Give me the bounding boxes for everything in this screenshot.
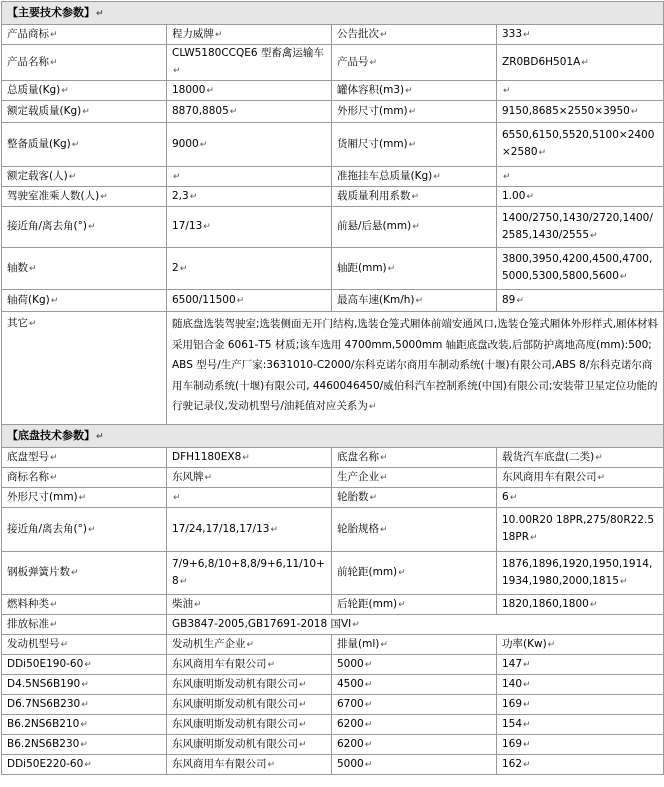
param-label: 前轮距(mm)↵ bbox=[332, 552, 497, 595]
engine-displacement: 6700↵ bbox=[332, 695, 497, 715]
engine-column-header: 功率(Kw)↵ bbox=[497, 635, 664, 655]
engine-displacement: 6200↵ bbox=[332, 735, 497, 755]
engine-maker: 东风商用车有限公司↵ bbox=[167, 755, 332, 775]
param-label: 公告批次↵ bbox=[332, 25, 497, 45]
engine-row bbox=[2, 755, 664, 775]
engine-power: 140↵ bbox=[497, 675, 664, 695]
main-param-row bbox=[2, 290, 664, 312]
main-param-row bbox=[2, 248, 664, 290]
param-label: 接近角/离去角(°)↵ bbox=[2, 508, 167, 552]
engine-maker: 东风康明斯发动机有限公司↵ bbox=[167, 695, 332, 715]
param-value: 3800,3950,4200,4500,4700,5000,5300,5800,5600↵ bbox=[497, 248, 664, 290]
engine-power: 154↵ bbox=[497, 715, 664, 735]
engine-maker: 东风康明斯发动机有限公司↵ bbox=[167, 715, 332, 735]
param-value: 1820,1860,1800↵ bbox=[497, 595, 664, 615]
param-value: 东风商用车有限公司↵ bbox=[497, 468, 664, 488]
param-value: ↵ bbox=[497, 81, 664, 101]
param-value: 载货汽车底盘(二类)↵ bbox=[497, 448, 664, 468]
param-label: 罐体容积(m3)↵ bbox=[332, 81, 497, 101]
param-label: 驾驶室准乘人数(人)↵ bbox=[2, 187, 167, 207]
param-label: 后轮距(mm)↵ bbox=[332, 595, 497, 615]
param-label: 产品商标↵ bbox=[2, 25, 167, 45]
engine-column-header: 排量(ml)↵ bbox=[332, 635, 497, 655]
param-value: CLW5180CCQE6 型畜禽运输车↵ bbox=[167, 45, 332, 81]
engine-maker: 东风商用车有限公司↵ bbox=[167, 655, 332, 675]
param-label: 额定载质量(Kg)↵ bbox=[2, 101, 167, 123]
param-label: 总质量(Kg)↵ bbox=[2, 81, 167, 101]
param-label: 轮胎数↵ bbox=[332, 488, 497, 508]
param-value: 程力威牌↵ bbox=[167, 25, 332, 45]
param-value: 9000↵ bbox=[167, 123, 332, 167]
param-value: 柴油↵ bbox=[167, 595, 332, 615]
engine-displacement: 4500↵ bbox=[332, 675, 497, 695]
main-param-row bbox=[2, 167, 664, 187]
other-text: 随底盘选装驾驶室;选装侧面无开门结构,选装仓笼式厢体前端安通风口,选装仓笼式厢体外形样式,厢体材料采用铝合金 6061-T5 材质;该车选用 4700mm,5000mm 轴距底盘改装,后部防护离地高度(mm):500;ABS 型号/生产厂家:3631010-C2000/东科克诺尔商用车制动系统(十堰)有限公司,ABS 8/东科克诺尔商用车制动系统(十堰)有限公司, 4460046450/威伯科汽车控制系统(中国)有限公司;安装带卫星定位功能的行驶记录仪,发动机型号/油耗值对应关系为↵ bbox=[167, 312, 664, 438]
main-param-row bbox=[2, 207, 664, 248]
param-label: 接近角/离去角(°)↵ bbox=[2, 207, 167, 248]
engine-displacement: 5000↵ bbox=[332, 755, 497, 775]
main-param-row bbox=[2, 25, 664, 45]
param-value: 18000↵ bbox=[167, 81, 332, 101]
param-value: 1400/2750,1430/2720,1400/2585,1430/2555↵ bbox=[497, 207, 664, 248]
param-value: 东风牌↵ bbox=[167, 468, 332, 488]
engine-displacement: 6200↵ bbox=[332, 715, 497, 735]
chassis-params-header: 【底盘技术参数】↵ bbox=[2, 425, 664, 448]
param-value: 89↵ bbox=[497, 290, 664, 312]
param-label: 钢板弹簧片数↵ bbox=[2, 552, 167, 595]
chassis-param-row bbox=[2, 488, 664, 508]
other-label: 其它↵ bbox=[2, 312, 167, 438]
param-value: 333↵ bbox=[497, 25, 664, 45]
main-params-header: 【主要技术参数】↵ bbox=[2, 2, 664, 25]
param-label: 货厢尺寸(mm)↵ bbox=[332, 123, 497, 167]
param-value: 9150,8685×2550×3950↵ bbox=[497, 101, 664, 123]
engine-row bbox=[2, 695, 664, 715]
engine-model: DDi50E190-60↵ bbox=[2, 655, 167, 675]
engine-row bbox=[2, 735, 664, 755]
main-param-row bbox=[2, 101, 664, 123]
param-label: 轴数↵ bbox=[2, 248, 167, 290]
param-label: 前悬/后悬(mm)↵ bbox=[332, 207, 497, 248]
param-label: 整备质量(Kg)↵ bbox=[2, 123, 167, 167]
param-value: 17/24,17/18,17/13↵ bbox=[167, 508, 332, 552]
main-param-row bbox=[2, 81, 664, 101]
chassis-param-row bbox=[2, 448, 664, 468]
param-label: 额定载客(人)↵ bbox=[2, 167, 167, 187]
param-label: 商标名称↵ bbox=[2, 468, 167, 488]
param-label: 底盘型号↵ bbox=[2, 448, 167, 468]
param-label: 最高车速(Km/h)↵ bbox=[332, 290, 497, 312]
param-value: 1876,1896,1920,1950,1914,1934,1980,2000,1815↵ bbox=[497, 552, 664, 595]
param-label: 外形尺寸(mm)↵ bbox=[332, 101, 497, 123]
engine-model: DDi50E220-60↵ bbox=[2, 755, 167, 775]
chassis-param-row bbox=[2, 468, 664, 488]
chassis-param-row bbox=[2, 595, 664, 615]
param-label: 产品号↵ bbox=[332, 45, 497, 81]
engine-model: B6.2NS6B210↵ bbox=[2, 715, 167, 735]
main-params-table bbox=[1, 1, 664, 438]
engine-header-row bbox=[2, 635, 664, 655]
param-label: 轴荷(Kg)↵ bbox=[2, 290, 167, 312]
param-value: 17/13↵ bbox=[167, 207, 332, 248]
main-param-row bbox=[2, 45, 664, 81]
engine-column-header: 发动机型号↵ bbox=[2, 635, 167, 655]
engine-row bbox=[2, 715, 664, 735]
param-label: 轴距(mm)↵ bbox=[332, 248, 497, 290]
param-label: 外形尺寸(mm)↵ bbox=[2, 488, 167, 508]
emission-value: GB3847-2005,GB17691-2018 国VI↵ bbox=[167, 615, 664, 635]
param-value: 7/9+6,8/10+8,8/9+6,11/10+8↵ bbox=[167, 552, 332, 595]
param-value: ↵ bbox=[497, 167, 664, 187]
param-label: 底盘名称↵ bbox=[332, 448, 497, 468]
param-value: DFH1180EX8↵ bbox=[167, 448, 332, 468]
engine-power: 147↵ bbox=[497, 655, 664, 675]
param-label: 燃料种类↵ bbox=[2, 595, 167, 615]
param-value: 2↵ bbox=[167, 248, 332, 290]
param-label: 载质量利用系数↵ bbox=[332, 187, 497, 207]
engine-model: D6.7NS6B230↵ bbox=[2, 695, 167, 715]
engine-power: 162↵ bbox=[497, 755, 664, 775]
engine-row bbox=[2, 675, 664, 695]
param-value: 6500/11500↵ bbox=[167, 290, 332, 312]
engine-power: 169↵ bbox=[497, 695, 664, 715]
engine-row bbox=[2, 655, 664, 675]
engine-displacement: 5000↵ bbox=[332, 655, 497, 675]
param-value: 6550,6150,5520,5100×2400×2580↵ bbox=[497, 123, 664, 167]
param-label: 生产企业↵ bbox=[332, 468, 497, 488]
engine-model: B6.2NS6B230↵ bbox=[2, 735, 167, 755]
engine-maker: 东风康明斯发动机有限公司↵ bbox=[167, 675, 332, 695]
chassis-param-row bbox=[2, 552, 664, 595]
param-value: ZR0BD6H501A↵ bbox=[497, 45, 664, 81]
engine-power: 169↵ bbox=[497, 735, 664, 755]
main-param-row bbox=[2, 187, 664, 207]
param-value: ↵ bbox=[167, 167, 332, 187]
param-value: 1.00↵ bbox=[497, 187, 664, 207]
param-value: 8870,8805↵ bbox=[167, 101, 332, 123]
chassis-params-table bbox=[1, 424, 664, 775]
param-label: 准拖挂车总质量(Kg)↵ bbox=[332, 167, 497, 187]
param-label: 产品名称↵ bbox=[2, 45, 167, 81]
param-value: ↵ bbox=[167, 488, 332, 508]
emission-row bbox=[2, 615, 664, 635]
param-value: 10.00R20 18PR,275/80R22.5 18PR↵ bbox=[497, 508, 664, 552]
main-param-row bbox=[2, 123, 664, 167]
engine-maker: 东风康明斯发动机有限公司↵ bbox=[167, 735, 332, 755]
engine-column-header: 发动机生产企业↵ bbox=[167, 635, 332, 655]
main-other-row bbox=[2, 312, 664, 438]
param-value: 6↵ bbox=[497, 488, 664, 508]
param-value: 2,3↵ bbox=[167, 187, 332, 207]
chassis-param-row bbox=[2, 508, 664, 552]
emission-label: 排放标准↵ bbox=[2, 615, 167, 635]
param-label: 轮胎规格↵ bbox=[332, 508, 497, 552]
engine-model: D4.5NS6B190↵ bbox=[2, 675, 167, 695]
